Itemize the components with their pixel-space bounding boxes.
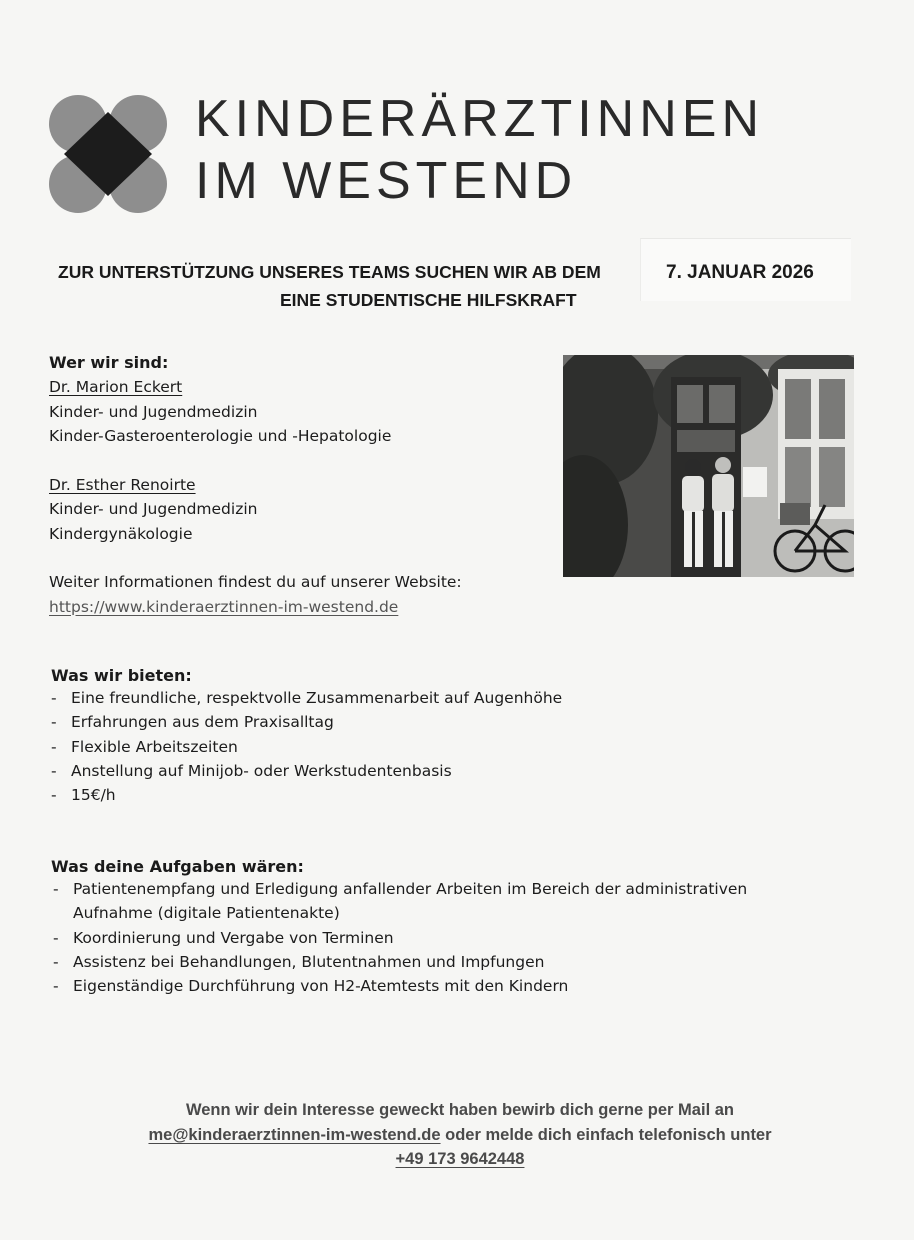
doctor1-specialty-2: Kinder-Gasteroenterologie und -Hepatologie (49, 427, 392, 445)
email-link[interactable]: me@kinderaerztinnen-im-westend.de (148, 1125, 441, 1144)
practice-entrance-photo (563, 355, 854, 577)
headline-line1: ZUR UNTERSTÜTZUNG UNSERES TEAMS SUCHEN WIR AB DEM (58, 262, 601, 282)
phone-link[interactable]: +49 173 9642448 (395, 1150, 525, 1168)
list-item: - Flexible Arbeitszeiten (49, 735, 562, 759)
list-item: - Assistenz bei Behandlungen, Blutentnahmen und Impfungen (51, 950, 747, 974)
tasks-list (51, 877, 747, 998)
practice-name-line1: KINDERÄRZTINNEN (195, 90, 765, 148)
task-line-cont: Aufnahme (digitale Patientenakte) (73, 904, 340, 923)
footer-line2-rest: oder melde dich einfach telefonisch unter (440, 1125, 772, 1144)
website-intro: Weiter Informationen findest du auf unserer Website: (49, 573, 462, 591)
tasks-title: Was deine Aufgaben wären: (51, 857, 304, 876)
task-line: Patientenempfang und Erledigung anfallender Arbeiten im Bereich der administrativen (73, 880, 748, 898)
website-link[interactable]: https://www.kinderaerztinnen-im-westend.de (49, 597, 399, 616)
who-we-are-section (49, 353, 462, 619)
footer-line1: Wenn wir dein Interesse geweckt haben bewirb dich gerne per Mail an (185, 1101, 734, 1119)
doctor2-specialty-2: Kindergynäkologie (49, 524, 193, 543)
list-item-wage: - 15€/h (49, 783, 562, 807)
contact-footer (60, 1098, 860, 1172)
practice-name-line2: IM WESTEND (195, 152, 578, 210)
offer-section (51, 666, 562, 807)
offer-list (49, 686, 562, 807)
list-item: - Eigenständige Durchführung von H2-Atemtests mit den Kindern (51, 974, 747, 998)
list-item (51, 877, 747, 926)
tasks-section (51, 857, 747, 998)
who-title: Wer wir sind: (49, 353, 169, 372)
doctor2-name: Dr. Esther Renoirte (49, 475, 196, 494)
practice-logo-icon (48, 95, 168, 213)
list-item: - Eine freundliche, respektvolle Zusammenarbeit auf Augenhöhe (49, 686, 562, 710)
doctor2-specialty-1: Kinder- und Jugendmedizin (49, 500, 258, 518)
doctor1-specialty-1: Kinder- und Jugendmedizin (49, 402, 258, 421)
practice-name (195, 88, 764, 212)
doctor1-name: Dr. Marion Eckert (49, 378, 183, 396)
offer-title: Was wir bieten: (51, 666, 192, 685)
headline-line2: EINE STUDENTISCHE HILFSKRAFT (280, 290, 577, 310)
list-item: - Erfahrungen aus dem Praxisalltag (49, 710, 562, 734)
footer-line2 (60, 1123, 860, 1148)
list-item: - Koordinierung und Vergabe von Terminen (51, 926, 747, 950)
list-item: - Anstellung auf Minijob- oder Werkstudentenbasis (49, 759, 562, 783)
start-date: 7. JANUAR 2026 (666, 262, 814, 283)
